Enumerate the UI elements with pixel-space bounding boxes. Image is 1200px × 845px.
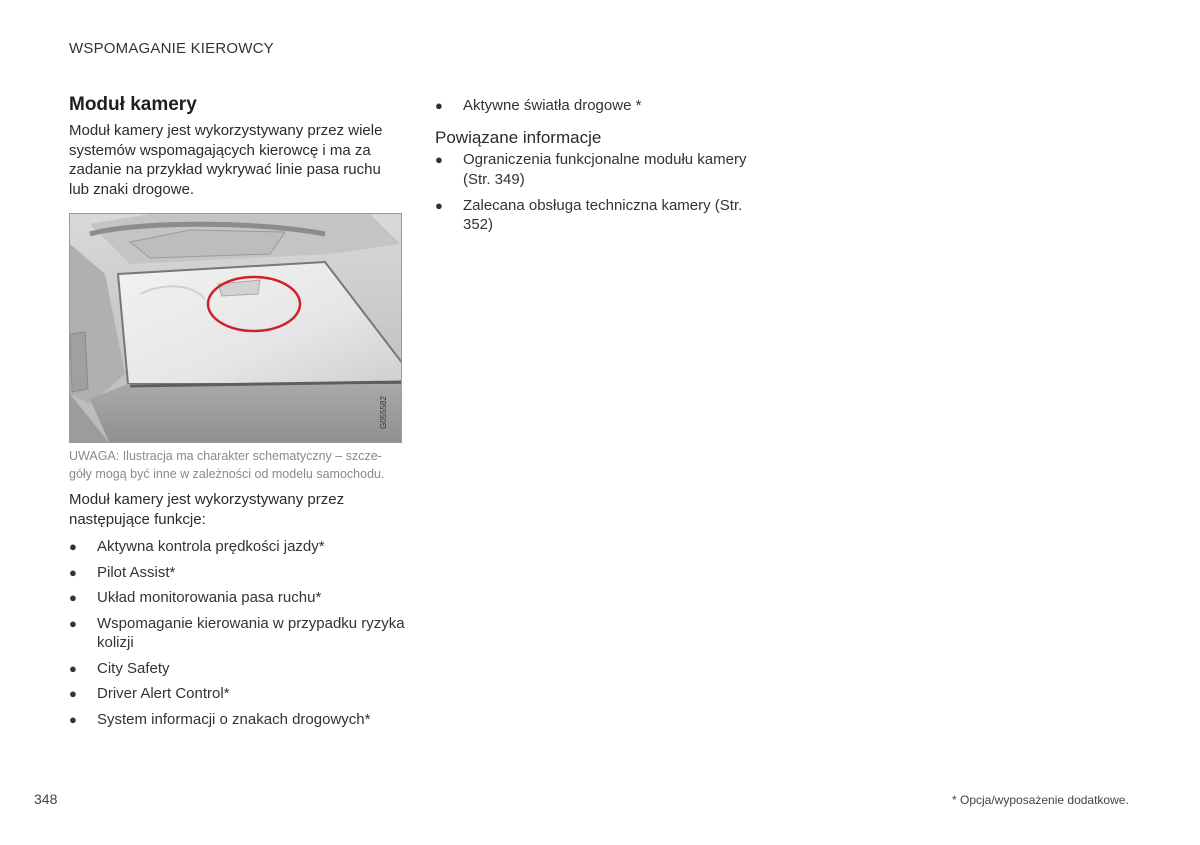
running-header: WSPOMAGANIE KIEROWCY	[69, 40, 274, 57]
bullet-icon: ●	[435, 152, 443, 167]
bullet-icon: ●	[69, 711, 77, 727]
related-info-list	[435, 150, 765, 241]
bullet-icon: ●	[69, 590, 77, 605]
bullet-icon: ●	[69, 686, 77, 701]
bullet-icon: ●	[435, 197, 443, 213]
section-title: Moduł kamery	[69, 94, 197, 115]
related-info-title: Powiązane informacje	[435, 128, 602, 147]
list-item: ● Pilot Assist*	[69, 563, 176, 581]
bullet-icon: ●	[435, 98, 443, 113]
list-item: ● City Safety	[69, 659, 170, 677]
functions-intro: Moduł kamery jest wykorzystywany przez następujące funkcje:	[69, 491, 345, 528]
related-link[interactable]: ● Ograniczenia funkcjonalne modułu kamery (Str. 349)	[435, 151, 747, 188]
list-item: ● System informacji o znakach drogowych*	[69, 710, 371, 728]
list-item: ● Aktywne światła drogowe *	[435, 97, 642, 114]
bullet-icon: ●	[69, 615, 77, 631]
related-link[interactable]: ● Zalecana obsługa techniczna kamery (Str. 352)	[435, 196, 743, 233]
list-item: ● Układ monitorowania pasa ruchu*	[69, 589, 322, 606]
camera-module-illustration	[69, 213, 402, 443]
list-item: ● Wspomaganie kierowania w przypadku ryzyka kolizji	[69, 614, 405, 651]
figure-caption: UWAGA: Ilustracja ma charakter schematyczny – szcze-góły mogą być inne w zależności od modelu samochodu.	[69, 449, 385, 481]
footnote: * Opcja/wyposażenie dodatkowe.	[952, 793, 1129, 807]
functions-list-continued	[435, 96, 765, 116]
bullet-icon: ●	[69, 539, 77, 554]
bullet-icon: ●	[69, 564, 77, 580]
figure-code: G055582	[379, 396, 388, 429]
list-item: ● Driver Alert Control*	[69, 685, 230, 702]
bullet-icon: ●	[69, 660, 77, 676]
page-number: 348	[34, 791, 58, 807]
list-item: ● Aktywna kontrola prędkości jazdy*	[69, 538, 325, 555]
functions-list	[69, 537, 409, 735]
intro-paragraph: Moduł kamery jest wykorzystywany przez wiele systemów wspomagających kierowcę i ma za zadanie na przykład wykrywać linie pasa ruchu lub znaki drogowe.	[69, 122, 383, 198]
